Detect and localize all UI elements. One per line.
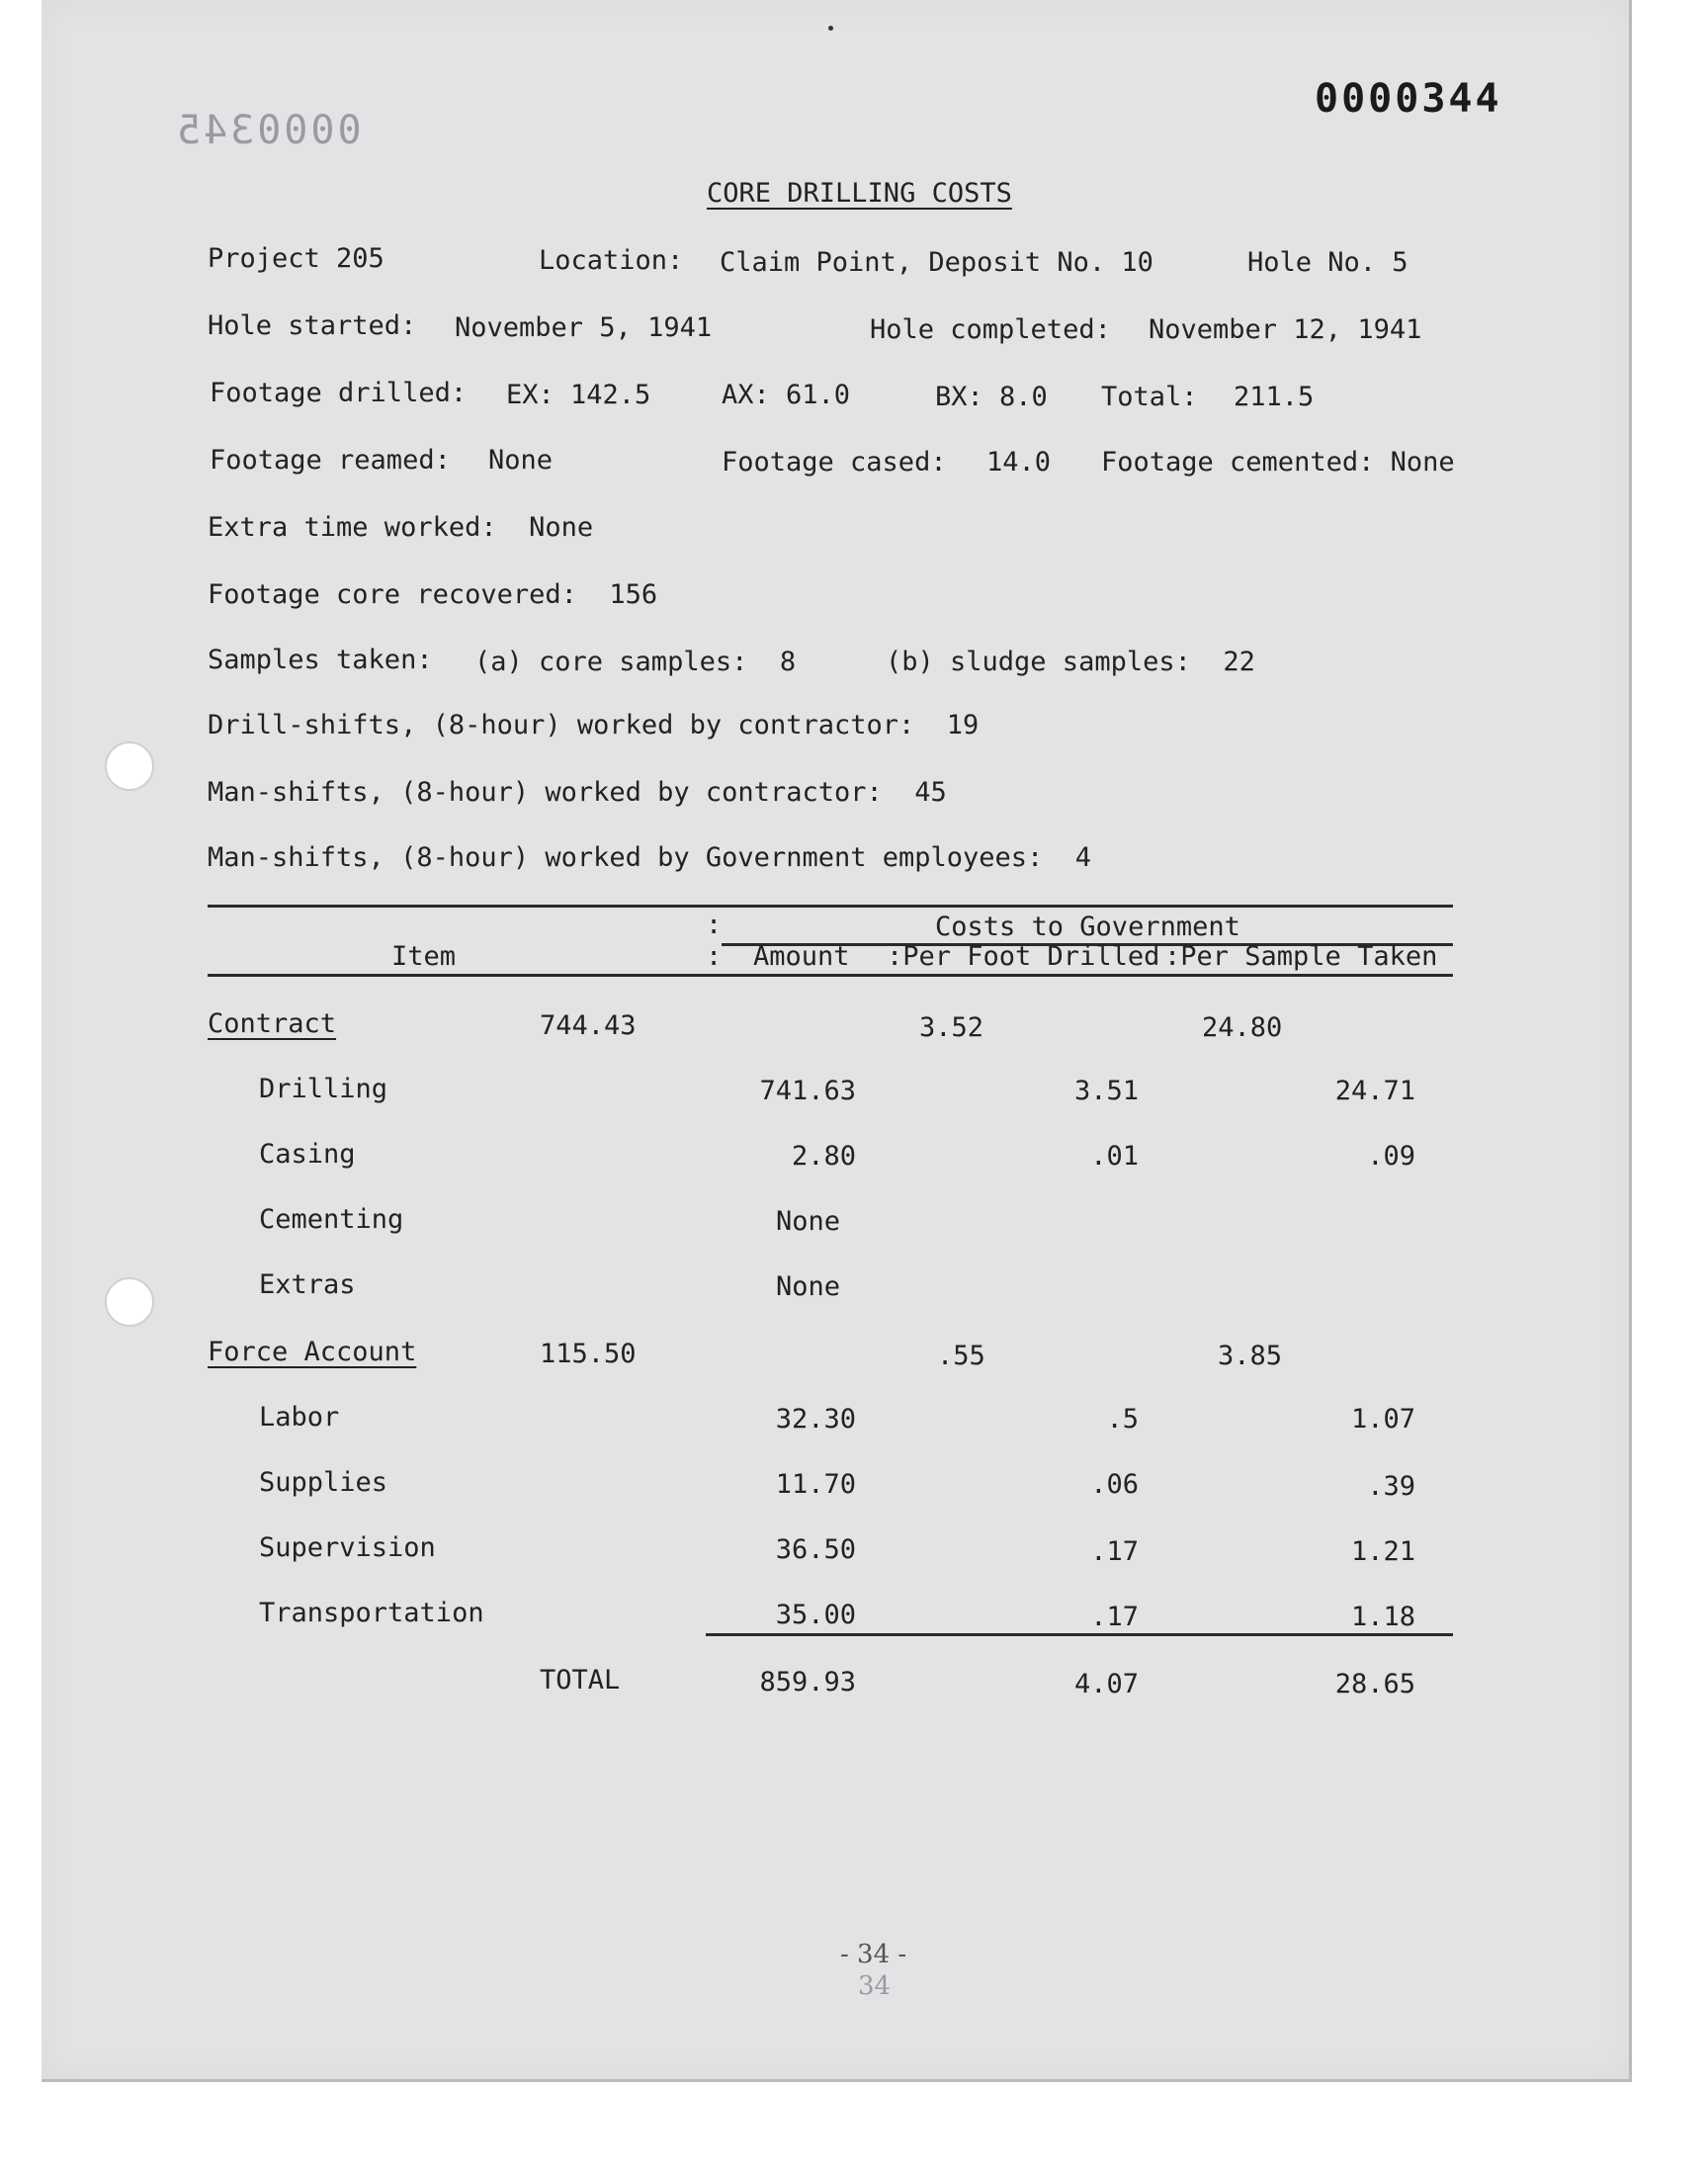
row-amount: 32.30	[775, 1404, 856, 1435]
total-rule	[706, 1633, 1453, 1636]
row-per-sample: .39	[1367, 1471, 1415, 1502]
footage-reamed-value: None	[488, 445, 554, 476]
col-per-foot-header: :Per Foot Drilled	[887, 941, 1160, 972]
contract-per-foot: 3.52	[919, 1012, 984, 1043]
binder-hole	[105, 741, 154, 791]
hole-completed-label: Hole completed:	[870, 314, 1111, 345]
hole-number: Hole No. 5	[1247, 247, 1409, 278]
force-account-per-sample: 3.85	[1218, 1341, 1283, 1371]
row-amount: 36.50	[775, 1534, 856, 1565]
row-item: Supplies	[259, 1467, 388, 1498]
extra-time-worked: Extra time worked: None	[208, 512, 594, 543]
page-number: - 34 -	[840, 1940, 907, 1969]
footage-cased-value: 14.0	[986, 447, 1052, 478]
row-item: Drilling	[259, 1074, 388, 1104]
row-amount: 11.70	[775, 1469, 856, 1500]
hole-completed-value: November 12, 1941	[1149, 314, 1422, 345]
hole-started-label: Hole started:	[208, 310, 417, 341]
row-amount: 35.00	[775, 1600, 856, 1630]
binder-hole	[105, 1277, 154, 1327]
row-item: Casing	[259, 1139, 356, 1170]
contract-per-sample: 24.80	[1202, 1012, 1283, 1043]
total-label: TOTAL	[540, 1665, 621, 1696]
core-samples: (a) core samples: 8	[474, 647, 797, 677]
footage-core-recovered: Footage core recovered: 156	[208, 579, 658, 610]
header-colon: :	[706, 910, 723, 940]
man-shifts-government: Man-shifts, (8-hour) worked by Government employees: 4	[208, 842, 1092, 873]
row-per-foot: .17	[1090, 1536, 1139, 1567]
col-per-sample-header: :Per Sample Taken	[1164, 941, 1438, 972]
sludge-samples: (b) sludge samples: 22	[886, 647, 1255, 677]
row-per-sample: 1.21	[1350, 1536, 1415, 1567]
row-per-sample: 1.18	[1350, 1602, 1415, 1632]
row-per-sample: .09	[1367, 1141, 1415, 1172]
row-per-foot: .06	[1090, 1469, 1139, 1500]
contract-subtotal: 744.43	[540, 1010, 637, 1041]
footage-ax: AX: 61.0	[722, 380, 851, 410]
row-amount: 2.80	[791, 1141, 856, 1172]
table-top-rule	[208, 905, 1453, 908]
footage-cased-label: Footage cased:	[722, 447, 947, 478]
location-value: Claim Point, Deposit No. 10	[720, 247, 1153, 278]
handwritten-page-note: 34	[858, 1971, 892, 2001]
row-item: Cementing	[259, 1204, 404, 1235]
footage-bx: BX: 8.0	[935, 382, 1048, 412]
header-colon: :	[706, 941, 723, 972]
section-contract: Contract	[208, 1008, 337, 1039]
speck	[828, 26, 833, 31]
section-force-account: Force Account	[208, 1337, 417, 1367]
drill-shifts: Drill-shifts, (8-hour) worked by contractor: 19	[208, 710, 980, 740]
samples-taken-label: Samples taken:	[208, 645, 433, 675]
force-account-per-foot: .55	[937, 1341, 985, 1371]
total-per-sample: 28.65	[1334, 1669, 1415, 1699]
row-per-foot: .17	[1090, 1602, 1139, 1632]
total-amount: 859.93	[759, 1667, 856, 1697]
costs-group-header: Costs to Government	[935, 912, 1240, 942]
row-item: Transportation	[259, 1598, 484, 1628]
row-item: Extras	[259, 1269, 356, 1300]
row-amount: 741.63	[759, 1076, 856, 1106]
footage-total-label: Total:	[1101, 382, 1198, 412]
footage-total-value: 211.5	[1234, 382, 1315, 412]
row-amount: None	[775, 1206, 840, 1237]
project: Project 205	[208, 243, 384, 274]
row-per-sample: 1.07	[1350, 1404, 1415, 1435]
total-per-foot: 4.07	[1073, 1669, 1139, 1699]
row-amount: None	[775, 1271, 840, 1302]
footage-drilled-label: Footage drilled:	[210, 378, 468, 408]
force-account-subtotal: 115.50	[540, 1339, 637, 1369]
col-amount-header: Amount	[753, 941, 850, 972]
row-per-sample: 24.71	[1334, 1076, 1415, 1106]
page-title: CORE DRILLING COSTS	[707, 178, 1012, 209]
hole-started-value: November 5, 1941	[455, 312, 713, 343]
header-bottom-rule	[208, 974, 1453, 977]
footage-ex: EX: 142.5	[506, 380, 651, 410]
location-label: Location:	[539, 245, 684, 276]
row-per-foot: .01	[1090, 1141, 1139, 1172]
man-shifts-contractor: Man-shifts, (8-hour) worked by contractor: 45	[208, 777, 947, 808]
footage-reamed-label: Footage reamed:	[210, 445, 451, 476]
footage-cemented: Footage cemented: None	[1101, 447, 1455, 478]
row-item: Labor	[259, 1402, 340, 1433]
col-item-header: Item	[391, 941, 457, 972]
ghost-stamp-number: 0000345	[174, 108, 362, 153]
stamp-number: 0000344	[1315, 76, 1502, 122]
row-per-foot: 3.51	[1073, 1076, 1139, 1106]
row-item: Supervision	[259, 1532, 436, 1563]
row-per-foot: .5	[1106, 1404, 1139, 1435]
